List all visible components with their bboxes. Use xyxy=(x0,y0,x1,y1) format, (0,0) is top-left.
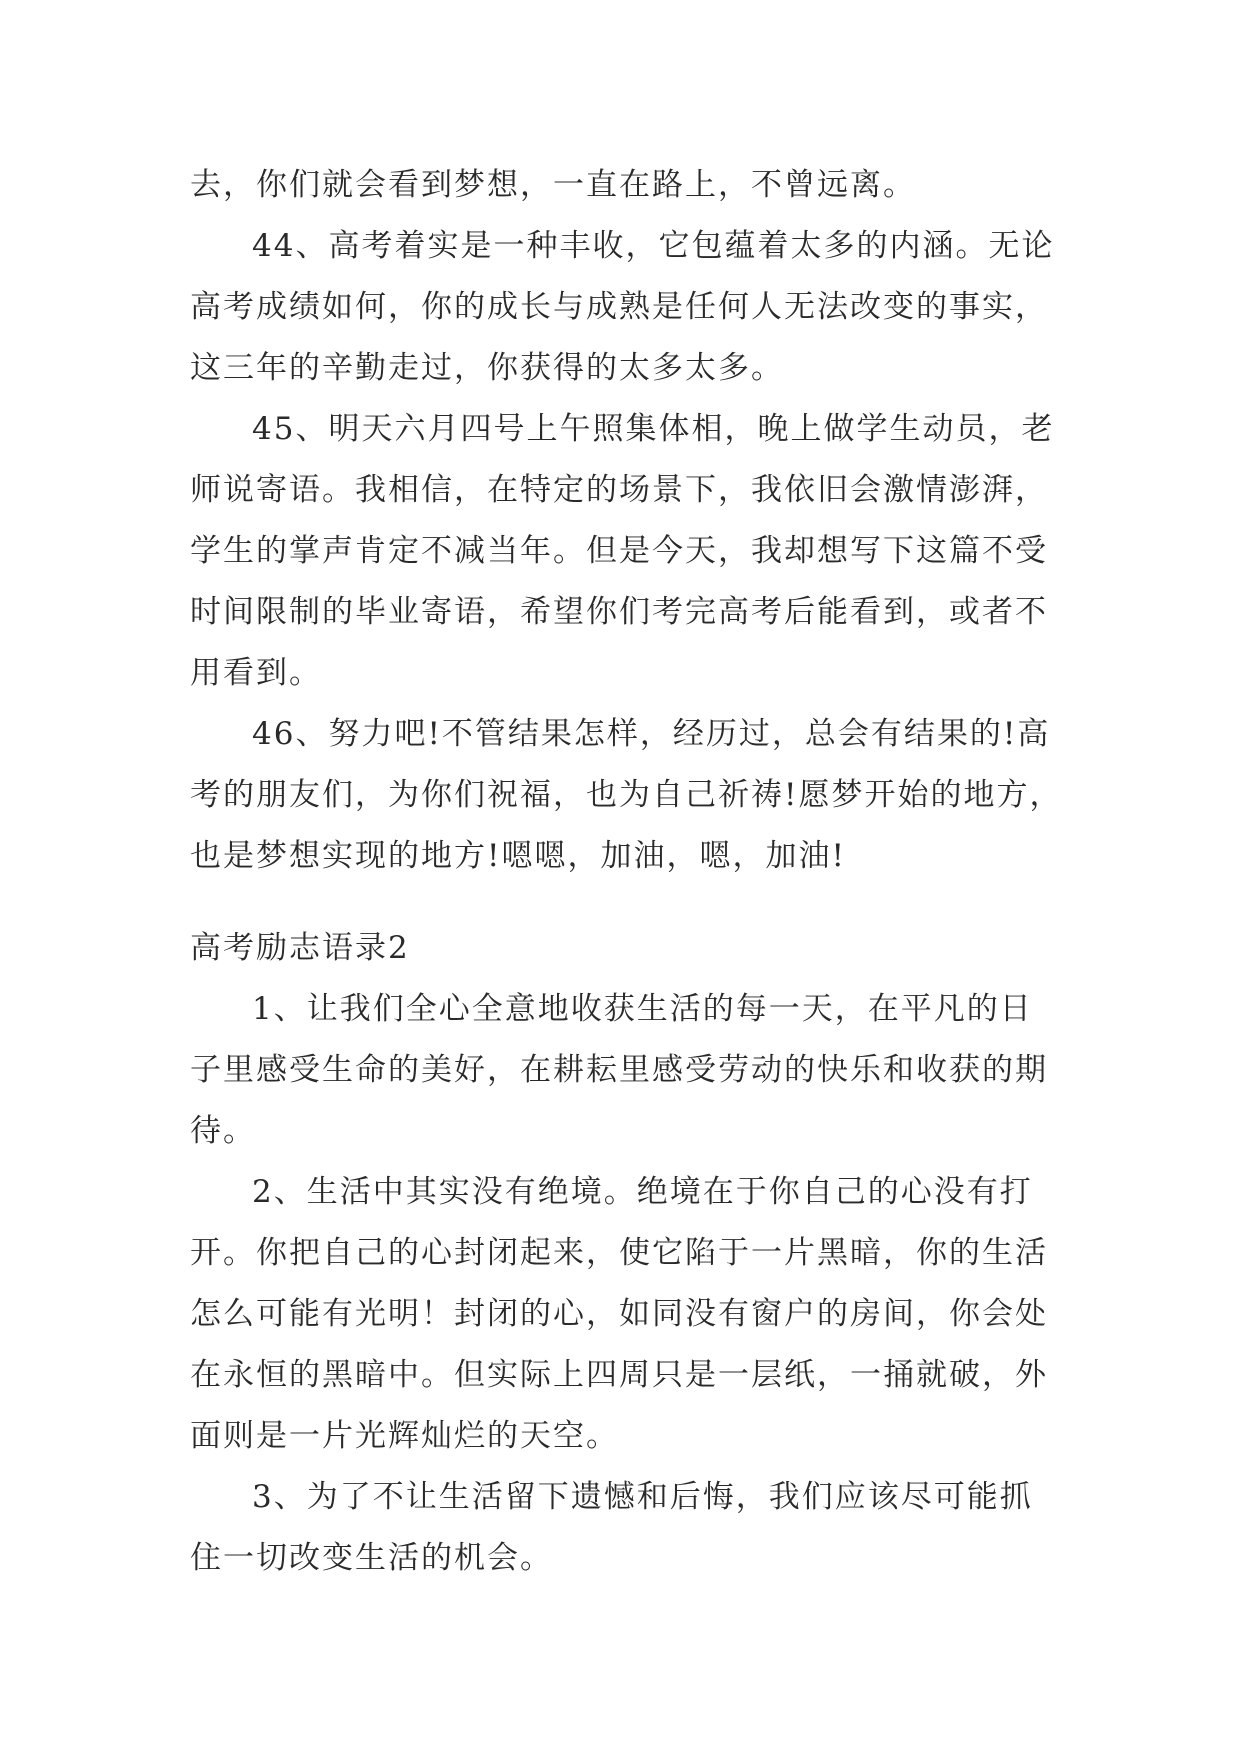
paragraph-line: 高考成绩如何，你的成长与成熟是任何人无法改变的事实， xyxy=(190,289,1048,325)
paragraph-line: 用看到。 xyxy=(190,655,322,691)
paragraph-line: 时间限制的毕业寄语，希望你们考完高考后能看到，或者不 xyxy=(190,594,1048,630)
paragraph-line: 师说寄语。我相信，在特定的场景下，我依旧会激情澎湃， xyxy=(190,472,1048,508)
paragraph-line: 面则是一片光辉灿烂的天空。 xyxy=(190,1418,619,1454)
paragraph-line: 开。你把自己的心封闭起来，使它陷于一片黑暗，你的生活 xyxy=(190,1235,1048,1271)
paragraph-line: 待。 xyxy=(190,1113,256,1149)
paragraph-line: 在永恒的黑暗中。但实际上四周只是一层纸，一捅就破，外 xyxy=(190,1357,1048,1393)
paragraph-line: 怎么可能有光明！封闭的心，如同没有窗户的房间，你会处 xyxy=(190,1296,1048,1332)
paragraph-line: 46、努力吧!不管结果怎样，经历过，总会有结果的!高 xyxy=(252,716,1051,752)
paragraph-line: 也是梦想实现的地方!嗯嗯，加油，嗯，加油! xyxy=(190,838,846,874)
paragraph-line: 学生的掌声肯定不减当年。但是今天，我却想写下这篇不受 xyxy=(190,533,1048,569)
paragraph-line: 子里感受生命的美好，在耕耘里感受劳动的快乐和收获的期 xyxy=(190,1052,1048,1088)
paragraph-line: 2、生活中其实没有绝境。绝境在于你自己的心没有打 xyxy=(252,1174,1033,1210)
paragraph-line: 3、为了不让生活留下遗憾和后悔，我们应该尽可能抓 xyxy=(252,1479,1033,1515)
paragraph-line: 45、明天六月四号上午照集体相，晚上做学生动员，老 xyxy=(252,411,1055,447)
paragraph-line: 这三年的辛勤走过，你获得的太多太多。 xyxy=(190,350,784,386)
paragraph-line: 考的朋友们，为你们祝福，也为自己祈祷!愿梦开始的地方， xyxy=(190,777,1063,813)
paragraph-line: 44、高考着实是一种丰收，它包蕴着太多的内涵。无论 xyxy=(252,228,1055,264)
paragraph-line: 1、让我们全心全意地收获生活的每一天，在平凡的日 xyxy=(252,991,1033,1027)
paragraph-line: 住一切改变生活的机会。 xyxy=(190,1540,553,1576)
section-title: 高考励志语录2 xyxy=(190,930,410,966)
paragraph-line: 去，你们就会看到梦想，一直在路上，不曾远离。 xyxy=(190,167,916,203)
